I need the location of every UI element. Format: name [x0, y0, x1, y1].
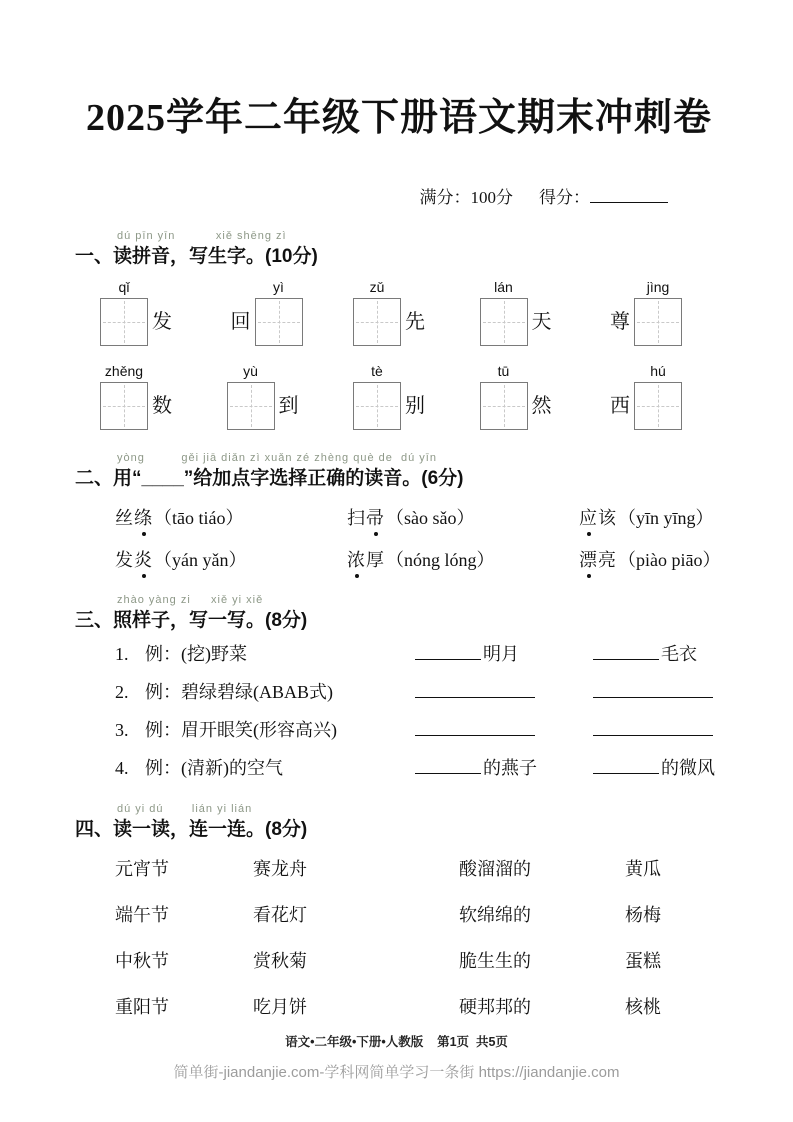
answer-blank[interactable] — [415, 680, 535, 698]
pinyin-write-item — [480, 362, 602, 430]
line-number: 2. — [115, 682, 129, 702]
answer-slot — [593, 680, 771, 705]
pinyin-write-item — [606, 362, 728, 430]
word-char: 扫 — [347, 508, 366, 528]
word — [115, 550, 153, 570]
answer-suffix: 的微风 — [661, 758, 715, 778]
pinyin-label: lán — [494, 279, 513, 295]
section2-heading: 二、用“____”给加点字选择正确的读音。(6分) — [75, 468, 464, 489]
answer-slot — [593, 756, 771, 781]
match-word[interactable]: 重阳节 — [115, 997, 169, 1017]
match-word[interactable]: 元宵节 — [115, 859, 169, 879]
match-word[interactable]: 软绵绵的 — [459, 905, 531, 925]
score-line — [75, 183, 723, 208]
match-word[interactable]: 核桃 — [625, 997, 661, 1017]
answer-suffix: 的燕子 — [483, 758, 537, 778]
dotted-word-item — [579, 546, 723, 572]
writing-grid-box[interactable] — [353, 382, 401, 430]
dotted-character: 绦 — [134, 504, 153, 530]
pinyin-options[interactable]: （piào piāo） — [618, 550, 721, 570]
given-character: 别 — [405, 395, 425, 417]
given-character: 数 — [152, 395, 172, 417]
box-with-pinyin — [255, 278, 303, 346]
writing-grid-box[interactable] — [227, 382, 275, 430]
example-label: 例：(清新)的空气 — [145, 758, 283, 778]
answer-slot — [415, 642, 593, 667]
answer-blank[interactable] — [415, 756, 481, 774]
answer-slot — [593, 642, 771, 667]
matching-grid — [115, 857, 723, 1020]
given-character: 回 — [230, 311, 251, 333]
example-line — [115, 680, 723, 705]
writing-grid-rows — [100, 278, 728, 430]
answer-blank[interactable] — [415, 642, 481, 660]
pinyin-options[interactable]: （yīn yīng） — [618, 508, 714, 528]
watermark-text: 简单街-jiandanjie.com-学科网简单学习一条街 https://jiandanjie.com — [173, 1064, 620, 1081]
pinyin-label: qǐ — [118, 279, 130, 295]
given-character: 尊 — [610, 311, 630, 333]
word-char: 厚 — [366, 550, 385, 570]
pinyin-label: yì — [273, 279, 284, 295]
given-character: 然 — [531, 395, 552, 417]
dotted-character: 漂 — [579, 546, 598, 572]
answer-blank[interactable] — [593, 680, 713, 698]
word-char: 亮 — [598, 550, 617, 570]
dotted-word-item — [579, 504, 723, 530]
pinyin-label: yù — [243, 363, 258, 379]
line-number: 1. — [115, 644, 129, 664]
box-with-pinyin — [100, 278, 148, 346]
match-word[interactable]: 杨梅 — [625, 905, 661, 925]
dotted-character: 应 — [579, 504, 598, 530]
writing-grid-row — [100, 362, 728, 430]
word-char: 丝 — [115, 508, 134, 528]
match-word[interactable]: 吃月饼 — [253, 997, 307, 1017]
section4-heading-pinyin: dú yi dú lián yi lián — [117, 803, 253, 815]
line-number: 3. — [115, 720, 129, 740]
section-matching — [75, 801, 723, 1020]
page-title: 2025学年二年级下册语文期末冲刺卷 — [85, 97, 712, 139]
section4-heading: 四、读一读，连一连。(8分) — [75, 819, 308, 840]
writing-grid-box[interactable] — [255, 298, 303, 346]
match-word[interactable]: 赏秋菊 — [253, 951, 307, 971]
example-line — [115, 756, 723, 781]
given-character: 发 — [152, 311, 172, 333]
pinyin-label: hú — [650, 363, 666, 379]
word — [579, 508, 617, 528]
writing-grid-box[interactable] — [634, 382, 682, 430]
box-with-pinyin — [353, 362, 401, 430]
score-blank[interactable] — [590, 186, 668, 203]
answer-blank[interactable] — [593, 642, 659, 660]
writing-grid-box[interactable] — [634, 298, 682, 346]
score-label: 得分： — [539, 188, 590, 207]
section2-heading-pinyin: yòng gěi jiā diǎn zì xuǎn zé zhèng què de dú yīn — [117, 452, 437, 464]
pinyin-write-item — [353, 278, 475, 346]
box-with-pinyin — [353, 278, 401, 346]
full-score-label: 满分：100分 — [419, 188, 513, 207]
writing-grid-box[interactable] — [100, 298, 148, 346]
example-text — [115, 642, 415, 667]
match-word[interactable]: 蛋糕 — [625, 951, 661, 971]
section-write-like-example — [75, 592, 723, 781]
section3-heading-pinyin: zhào yàng zi xiě yi xiě — [117, 594, 264, 606]
pinyin-write-item — [100, 278, 222, 346]
answer-blank[interactable] — [415, 718, 535, 736]
box-with-pinyin — [634, 278, 682, 346]
pinyin-options[interactable]: （yán yǎn） — [154, 550, 247, 570]
pinyin-write-item — [480, 278, 602, 346]
match-word[interactable]: 黄瓜 — [625, 859, 661, 879]
example-label: 例：碧绿碧绿(ABAB式) — [145, 682, 333, 702]
box-with-pinyin — [100, 362, 148, 430]
example-text — [115, 756, 415, 781]
dotted-word-item — [347, 546, 579, 572]
box-with-pinyin — [227, 362, 275, 430]
pinyin-label: zǔ — [369, 279, 385, 295]
pinyin-label: tè — [371, 363, 383, 379]
word-char: 发 — [115, 550, 134, 570]
box-with-pinyin — [480, 362, 528, 430]
section1-heading: 一、读拼音，写生字。(10分) — [75, 246, 318, 267]
given-character: 到 — [278, 395, 299, 417]
answer-slot — [415, 718, 593, 743]
given-character: 天 — [531, 311, 552, 333]
section-pinyin-writing — [75, 228, 723, 430]
pinyin-options[interactable]: （sào sǎo） — [386, 508, 475, 528]
dotted-character: 帚 — [366, 504, 385, 530]
line-number: 4. — [115, 758, 129, 778]
pinyin-label: zhěng — [104, 363, 144, 379]
section-choose-reading — [75, 450, 723, 572]
answer-slot — [415, 680, 593, 705]
pinyin-options[interactable]: （tāo tiáo） — [154, 508, 244, 528]
example-line — [115, 642, 723, 667]
match-word[interactable]: 看花灯 — [253, 905, 307, 925]
section3-heading: 三、照样子，写一写。(8分) — [75, 610, 308, 631]
match-word[interactable]: 中秋节 — [115, 951, 169, 971]
pinyin-write-item — [606, 278, 728, 346]
section1-heading-pinyin: dú pīn yīn xiě shēng zì — [117, 230, 287, 242]
answer-blank[interactable] — [593, 718, 713, 736]
word — [115, 508, 153, 528]
match-word[interactable]: 酸溜溜的 — [459, 859, 531, 879]
example-label: 例：眉开眼笑(形容高兴) — [145, 720, 337, 740]
pinyin-label: tū — [497, 363, 510, 379]
dotted-word-item — [347, 504, 579, 530]
given-character: 西 — [610, 395, 630, 417]
word — [347, 550, 385, 570]
dotted-character: 浓 — [347, 546, 366, 572]
dotted-word-item — [115, 504, 347, 530]
example-text — [115, 680, 415, 705]
writing-grid-row — [100, 278, 728, 346]
writing-grid-box[interactable] — [480, 382, 528, 430]
reading-choice-items — [115, 504, 723, 572]
answer-suffix: 毛衣 — [661, 644, 697, 664]
box-with-pinyin — [634, 362, 682, 430]
match-word[interactable]: 端午节 — [115, 905, 169, 925]
dotted-character: 炎 — [134, 546, 153, 572]
pinyin-write-item — [100, 362, 222, 430]
word-char: 该 — [598, 508, 617, 528]
pinyin-write-item — [353, 362, 475, 430]
match-word[interactable]: 脆生生的 — [459, 951, 531, 971]
example-label: 例：(挖)野菜 — [145, 644, 247, 664]
writing-grid-box[interactable] — [100, 382, 148, 430]
pinyin-write-item — [227, 278, 349, 346]
answer-slot — [415, 756, 593, 781]
answer-suffix: 明月 — [483, 644, 519, 664]
writing-grid-box[interactable] — [480, 298, 528, 346]
page-footer: 语文•二年级•下册•人教版 第1页 共5页 — [285, 1035, 508, 1049]
example-line — [115, 718, 723, 743]
answer-blank[interactable] — [593, 756, 659, 774]
match-word[interactable]: 赛龙舟 — [253, 859, 307, 879]
writing-grid-box[interactable] — [353, 298, 401, 346]
pinyin-options[interactable]: （nóng lóng） — [386, 550, 495, 570]
example-lines — [115, 642, 723, 781]
example-text — [115, 718, 415, 743]
word — [579, 550, 617, 570]
pinyin-label: jìng — [646, 279, 670, 295]
answer-slot — [593, 718, 771, 743]
dotted-word-item — [115, 546, 347, 572]
pinyin-write-item — [227, 362, 349, 430]
given-character: 先 — [405, 311, 425, 333]
box-with-pinyin — [480, 278, 528, 346]
word — [347, 508, 385, 528]
match-word[interactable]: 硬邦邦的 — [459, 997, 531, 1017]
